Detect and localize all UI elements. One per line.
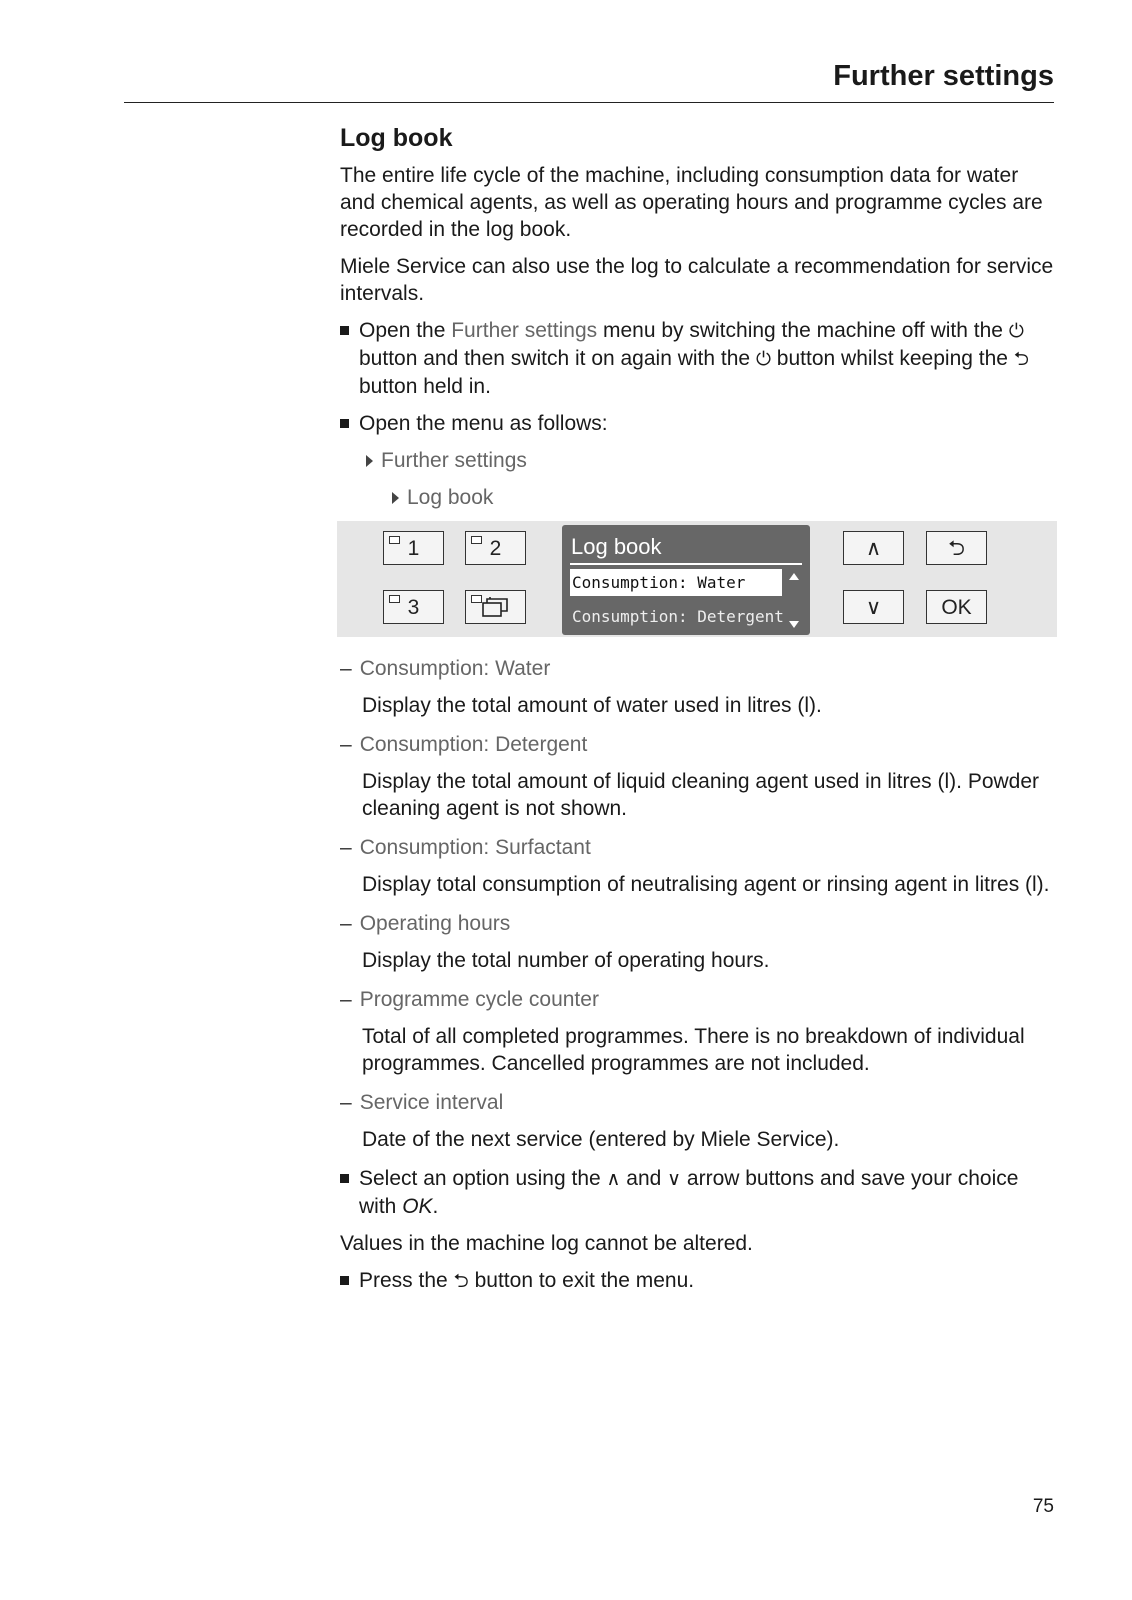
option-term: Consumption: Detergent [359,733,588,756]
bullet-square-icon [340,419,349,428]
power-icon: ⏻ [755,348,771,370]
menu-path-item: Log book [340,484,1054,511]
bullet-square-icon [340,1276,349,1285]
menu-term-further-settings: Further settings [451,319,598,342]
programme-button[interactable] [465,590,526,624]
led-indicator-icon [471,595,482,603]
arrow-up-icon: ∧ [606,1168,621,1190]
display-divider [570,563,802,565]
led-indicator-icon [389,595,400,603]
step-open-as-follows: Open the menu as follows: [340,410,1054,437]
option-description: Display the total amount of liquid cleaning agent used in litres (l). Powder cleaning agent is not shown. [362,770,1040,820]
option-term: Operating hours [359,912,511,935]
scroll-up-icon [789,573,799,580]
option-term: Consumption: Surfactant [359,836,591,859]
triangle-right-icon [392,492,399,504]
triangle-right-icon [366,455,373,467]
scroll-down-icon [789,621,799,628]
list-item: – Programme cycle counter Total of all completed programmes. There is no breakdown of individual programmes. Cancelled programmes are not included. [340,986,1054,1077]
back-arrow-icon: ⮌ [948,535,965,560]
power-icon: ⏻ [1008,320,1024,342]
page-heading: Log book [340,124,453,152]
back-arrow-icon: ⮌ [453,1270,469,1292]
step-select-option: Select an option using the ∧ and ∨ arrow buttons and save your choice with OK. [340,1165,1054,1220]
arrow-down-icon: ∨ [865,594,882,619]
option-term: Consumption: Water [359,657,551,680]
page-content [340,122,1054,1305]
option-description: Date of the next service (entered by Miele Service). [362,1128,840,1151]
list-item: – Consumption: Surfactant Display total consumption of neutralising agent or rinsing agent in litres (l). [340,834,1054,898]
option-description: Display the total amount of water used in litres (l). [362,694,822,717]
option-description: Display the total number of operating hours. [362,949,770,972]
option-description: Display total consumption of neutralising agent or rinsing agent in litres (l). [362,873,1050,896]
display-selected-item: Consumption: Water [570,569,782,596]
option-description: Total of all completed programmes. There is no breakdown of individual programmes. Cancelled programmes are not included. [362,1025,1025,1075]
button-3[interactable]: 3 [383,590,444,624]
button-2[interactable]: 2 [465,531,526,565]
bullet-square-icon [340,326,349,335]
arrow-down-icon: ∨ [667,1168,682,1190]
list-item: – Service interval Date of the next service (entered by Miele Service). [340,1089,1054,1153]
header-divider [124,102,1054,103]
led-indicator-icon [389,536,400,544]
menu-path-item: Further settings [340,447,1054,474]
list-item: – Operating hours Display the total number of operating hours. [340,910,1054,974]
up-button[interactable] [843,531,904,565]
list-item: – Consumption: Water Display the total amount of water used in litres (l). [340,655,1054,719]
display-next-item: Consumption: Detergent [572,607,784,626]
option-list [340,655,1054,1153]
intro-paragraph-1: The entire life cycle of the machine, including consumption data for water and chemical agents, as well as operating hours and programme cycles are recorded in the log book. [340,164,1043,241]
list-item: – Consumption: Detergent Display the total amount of liquid cleaning agent used in litres (l). Powder cleaning agent is not shown. [340,731,1054,822]
intro-paragraph-2: Miele Service can also use the log to calculate a recommendation for service intervals. [340,255,1054,305]
bullet-square-icon [340,1174,349,1183]
button-1[interactable]: 1 [383,531,444,565]
option-term: Programme cycle counter [359,988,599,1011]
ok-button[interactable]: OK [926,590,987,624]
back-arrow-icon: ⮌ [1013,348,1030,370]
led-indicator-icon [471,536,482,544]
back-button[interactable] [926,531,987,565]
display-title: Log book [571,534,662,559]
arrow-up-icon: ∧ [865,535,882,560]
step-open-menu: Open the Further settings menu by switching the machine off with the ⏻ button and then switch it on again with the ⏻ button whilst keeping the ⮌ button held in. [340,317,1054,400]
down-button[interactable] [843,590,904,624]
ok-term: OK [402,1195,433,1218]
programme-stack-icon [481,596,511,618]
section-title: Further settings [833,60,1054,92]
control-panel [337,521,1057,637]
log-note: Values in the machine log cannot be altered. [340,1232,753,1255]
page-number: 75 [1032,1496,1054,1517]
step-exit-menu: Press the ⮌ button to exit the menu. [340,1267,1054,1295]
option-term: Service interval [359,1091,504,1114]
lcd-display [562,525,810,635]
